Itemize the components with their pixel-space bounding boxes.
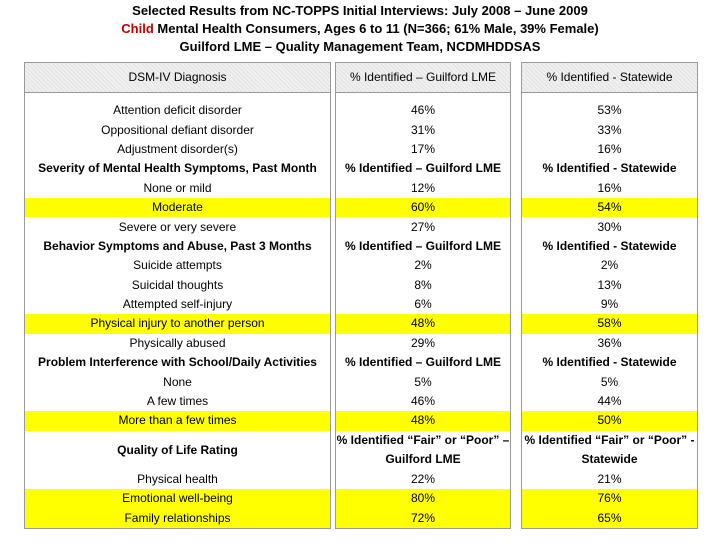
row-guilford-value: 22% bbox=[336, 470, 511, 489]
table-row bbox=[25, 140, 698, 159]
row-guilford-value: % Identified – Guilford LME bbox=[336, 159, 511, 178]
row-label: Suicide attempts bbox=[25, 256, 331, 275]
title-line-3: Guilford LME – Quality Management Team, NCDMHDDSAS bbox=[179, 39, 541, 54]
row-label: Behavior Symptoms and Abuse, Past 3 Months bbox=[25, 237, 331, 256]
row-statewide-value: % Identified “Fair” or “Poor” - Statewide bbox=[522, 431, 698, 470]
table-header-row bbox=[25, 63, 698, 93]
table-row bbox=[25, 411, 698, 430]
row-guilford-value: 60% bbox=[336, 198, 511, 217]
header-statewide: % Identified - Statewide bbox=[522, 63, 698, 93]
page-title bbox=[0, 2, 720, 56]
row-guilford-value: % Identified “Fair” or “Poor” – Guilford LME bbox=[336, 431, 511, 470]
row-guilford-value: % Identified – Guilford LME bbox=[336, 353, 511, 372]
table-row bbox=[25, 217, 698, 236]
header-guilford: % Identified – Guilford LME bbox=[336, 63, 511, 93]
row-guilford-value: % Identified – Guilford LME bbox=[336, 237, 511, 256]
row-label: Severity of Mental Health Symptoms, Past Month bbox=[25, 159, 331, 178]
row-guilford-value: 29% bbox=[336, 334, 511, 353]
row-statewide-value: 13% bbox=[522, 276, 698, 295]
row-guilford-value: 12% bbox=[336, 179, 511, 198]
row-guilford-value: 72% bbox=[336, 508, 511, 528]
section-header-row bbox=[25, 159, 698, 178]
row-statewide-value: 21% bbox=[522, 470, 698, 489]
row-statewide-value: 5% bbox=[522, 372, 698, 391]
table-row bbox=[25, 334, 698, 353]
row-label: Problem Interference with School/Daily Activities bbox=[25, 353, 331, 372]
row-label: A few times bbox=[25, 392, 331, 411]
table-row bbox=[25, 179, 698, 198]
row-statewide-value: 16% bbox=[522, 179, 698, 198]
table-row bbox=[25, 101, 698, 120]
row-statewide-value: 9% bbox=[522, 295, 698, 314]
row-statewide-value: 53% bbox=[522, 101, 698, 120]
table-row bbox=[25, 295, 698, 314]
results-table bbox=[24, 62, 698, 529]
row-statewide-value: 50% bbox=[522, 411, 698, 430]
table-row bbox=[25, 276, 698, 295]
row-guilford-value: 31% bbox=[336, 120, 511, 139]
row-guilford-value: 6% bbox=[336, 295, 511, 314]
row-guilford-value: 46% bbox=[336, 392, 511, 411]
row-guilford-value: 8% bbox=[336, 276, 511, 295]
row-label: Physically abused bbox=[25, 334, 331, 353]
row-label: Physical health bbox=[25, 470, 331, 489]
row-label: Suicidal thoughts bbox=[25, 276, 331, 295]
row-statewide-value: 33% bbox=[522, 120, 698, 139]
row-label: Attempted self-injury bbox=[25, 295, 331, 314]
row-statewide-value: 76% bbox=[522, 489, 698, 508]
row-statewide-value: 2% bbox=[522, 256, 698, 275]
row-label: Physical injury to another person bbox=[25, 314, 331, 333]
row-label: More than a few times bbox=[25, 411, 331, 430]
title-highlight-child: Child bbox=[121, 21, 154, 36]
table-row bbox=[25, 256, 698, 275]
row-statewide-value: 30% bbox=[522, 217, 698, 236]
section-header-row bbox=[25, 237, 698, 256]
row-statewide-value: 44% bbox=[522, 392, 698, 411]
row-statewide-value: 65% bbox=[522, 508, 698, 528]
results-table-body bbox=[25, 63, 698, 529]
row-label: None bbox=[25, 372, 331, 391]
row-guilford-value: 27% bbox=[336, 217, 511, 236]
quality-header-row bbox=[25, 431, 698, 470]
header-diagnosis: DSM-IV Diagnosis bbox=[25, 63, 331, 93]
row-label: Emotional well-being bbox=[25, 489, 331, 508]
table-row bbox=[25, 372, 698, 391]
table-row bbox=[25, 198, 698, 217]
row-label: Quality of Life Rating bbox=[25, 431, 331, 470]
table-row bbox=[25, 314, 698, 333]
row-guilford-value: 2% bbox=[336, 256, 511, 275]
row-statewide-value: % Identified - Statewide bbox=[522, 159, 698, 178]
row-statewide-value: 16% bbox=[522, 140, 698, 159]
row-statewide-value: % Identified - Statewide bbox=[522, 353, 698, 372]
row-guilford-value: 80% bbox=[336, 489, 511, 508]
row-guilford-value: 5% bbox=[336, 372, 511, 391]
row-statewide-value: % Identified - Statewide bbox=[522, 237, 698, 256]
table-row bbox=[25, 470, 698, 489]
row-guilford-value: 48% bbox=[336, 314, 511, 333]
row-label: Family relationships bbox=[25, 508, 331, 528]
row-guilford-value: 17% bbox=[336, 140, 511, 159]
title-line-2-rest: Mental Health Consumers, Ages 6 to 11 (N=366; 61% Male, 39% Female) bbox=[153, 21, 599, 36]
table-row bbox=[25, 489, 698, 508]
row-statewide-value: 58% bbox=[522, 314, 698, 333]
table-row bbox=[25, 392, 698, 411]
section-header-row bbox=[25, 353, 698, 372]
row-label: Attention deficit disorder bbox=[25, 101, 331, 120]
table-row bbox=[25, 120, 698, 139]
row-label: Oppositional defiant disorder bbox=[25, 120, 331, 139]
row-label: Severe or very severe bbox=[25, 217, 331, 236]
title-line-2 bbox=[0, 20, 720, 38]
row-label: Adjustment disorder(s) bbox=[25, 140, 331, 159]
row-statewide-value: 54% bbox=[522, 198, 698, 217]
row-statewide-value: 36% bbox=[522, 334, 698, 353]
row-guilford-value: 48% bbox=[336, 411, 511, 430]
row-label: None or mild bbox=[25, 179, 331, 198]
title-line-1: Selected Results from NC-TOPPS Initial Interviews: July 2008 – June 2009 bbox=[132, 3, 588, 18]
row-guilford-value: 46% bbox=[336, 101, 511, 120]
row-label: Moderate bbox=[25, 198, 331, 217]
table-row bbox=[25, 508, 698, 528]
